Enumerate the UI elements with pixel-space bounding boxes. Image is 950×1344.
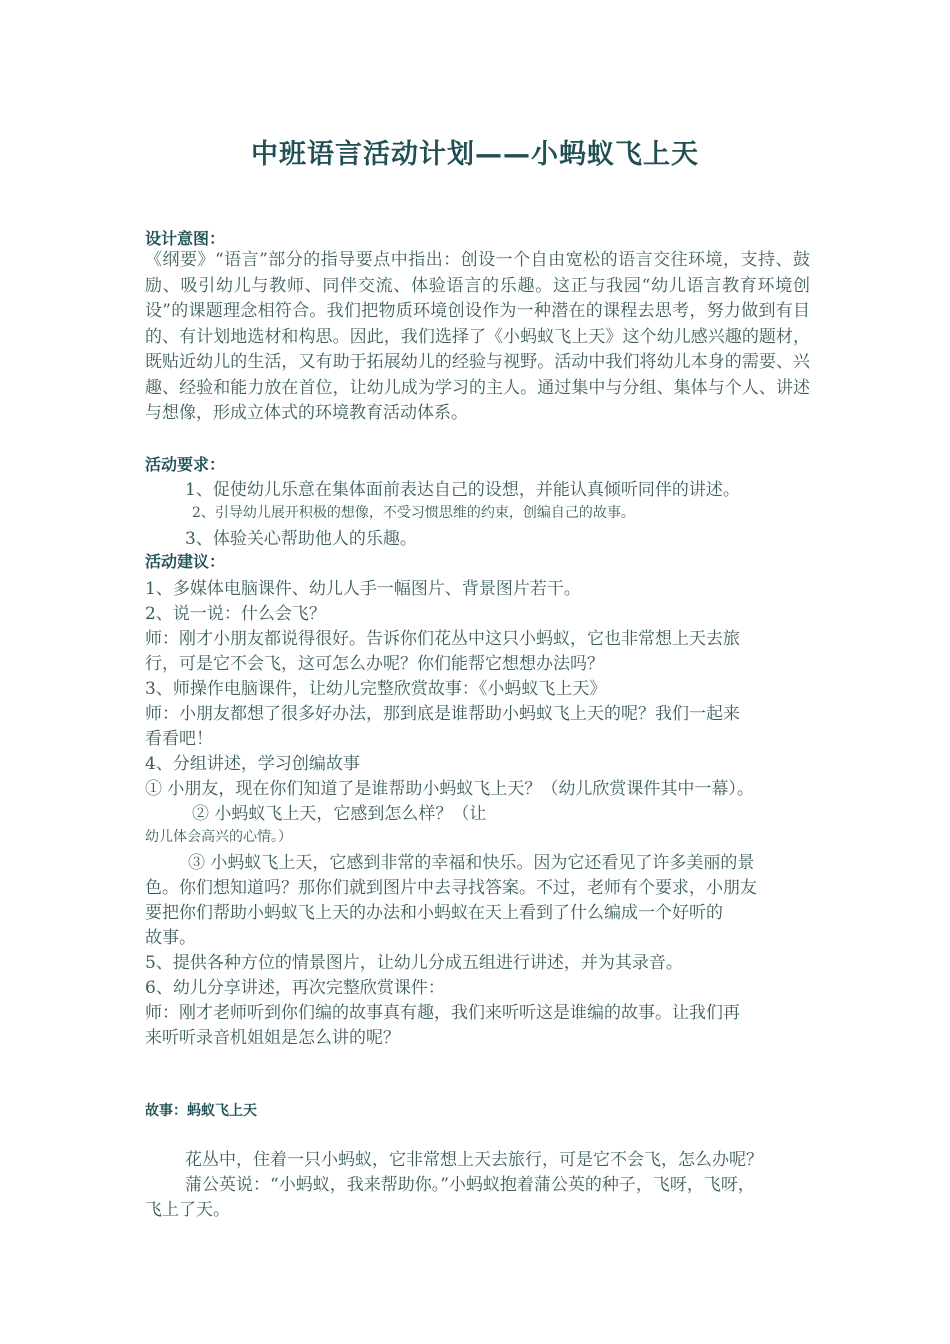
suggestion-line: 1、多媒体电脑课件、幼儿人手一幅图片、背景图片若干。 — [145, 579, 581, 599]
suggestion-line: 2、说一说：什么会飞？ — [145, 604, 326, 624]
story-heading: 故事：蚂蚁飞上天 — [145, 1103, 257, 1119]
page-title: 中班语言活动计划——小蚂蚁飞上天 — [251, 139, 699, 170]
suggestion-line: 要把你们帮助小蚂蚁飞上天的办法和小蚂蚁在天上看到了什么编成一个好听的 — [145, 903, 723, 923]
design-heading: 设计意图： — [145, 229, 226, 248]
design-paragraph: 《纲要》“语言”部分的指导要点中指出：创设一个自由宽松的语言交往环境，支持、鼓励、吸引幼儿与教师、同伴交流、体验语言的乐趣。这正与我园“幼儿语言教育环境创设”的课题理念相符合。我们把物质环境创设作为一种潜在的课程去思考，努力做到有目的、有计划地选材和构思。因此，我们选择了《小蚂蚁飞上天》这个幼儿感兴趣的题材，既贴近幼儿的生活，又有助于拓展幼儿的经验与视野。活动中我们将幼儿本身的需要、兴趣、经验和能力放在首位，让幼儿成为学习的主人。通过集中与分组、集体与个人、讲述与想像，形成立体式的环境教育活动体系。 — [145, 250, 810, 423]
suggestion-line: ① 小朋友，现在你们知道了是谁帮助小蚂蚁飞上天？（幼儿欣赏课件其中一幕）。 — [145, 779, 754, 799]
suggestion-line: 6、幼儿分享讲述，再次完整欣赏课件： — [145, 978, 445, 998]
suggestions-heading: 活动建议： — [145, 552, 226, 571]
requirement-item: 1、促使幼儿乐意在集体面前表达自己的设想，并能认真倾听同伴的讲述。 — [185, 480, 740, 500]
story-line: 蒲公英说：“小蚂蚁，我来帮助你。”小蚂蚁抱着蒲公英的种子，飞呀，飞呀， — [185, 1175, 755, 1195]
suggestion-line: 4、分组讲述，学习创编故事 — [145, 754, 360, 774]
suggestion-line: 幼儿体会高兴的心情。） — [145, 829, 292, 845]
suggestion-line: 5、提供各种方位的情景图片，让幼儿分成五组进行讲述，并为其录音。 — [145, 953, 683, 973]
requirement-item: 3、体验关心帮助他人的乐趣。 — [185, 529, 417, 549]
suggestion-line: 故事。 — [145, 928, 196, 948]
requirement-item: 2、引导幼儿展开积极的想像，不受习惯思维的约束，创编自己的故事。 — [192, 505, 635, 521]
story-line: 飞上了天。 — [145, 1200, 230, 1220]
suggestion-line: 来听听录音机姐姐是怎么讲的呢？ — [145, 1028, 400, 1048]
story-line: 花丛中，住着一只小蚂蚁，它非常想上天去旅行，可是它不会飞，怎么办呢？ — [185, 1150, 763, 1170]
suggestion-line: ③ 小蚂蚁飞上天，它感到非常的幸福和快乐。因为它还看见了许多美丽的景 — [188, 853, 755, 873]
suggestion-line: 师：小朋友都想了很多好办法，那到底是谁帮助小蚂蚁飞上天的呢？我们一起来 — [145, 704, 740, 724]
suggestion-line: 行，可是它不会飞，这可怎么办呢？你们能帮它想想办法吗？ — [145, 654, 604, 674]
suggestion-line: 看看吧！ — [145, 729, 213, 749]
suggestion-line: 3、师操作电脑课件，让幼儿完整欣赏故事：《小蚂蚁飞上天》 — [145, 679, 607, 699]
suggestion-line: 师：刚才小朋友都说得很好。告诉你们花丛中这只小蚂蚁，它也非常想上天去旅 — [145, 629, 740, 649]
suggestion-line: ② 小蚂蚁飞上天，它感到怎么样？（让 — [192, 804, 487, 824]
suggestion-line: 师：刚才老师听到你们编的故事真有趣，我们来听听这是谁编的故事。让我们再 — [145, 1003, 740, 1023]
suggestion-line: 色。你们想知道吗？那你们就到图片中去寻找答案。不过，老师有个要求，小朋友 — [145, 878, 757, 898]
requirements-heading: 活动要求： — [145, 455, 226, 474]
